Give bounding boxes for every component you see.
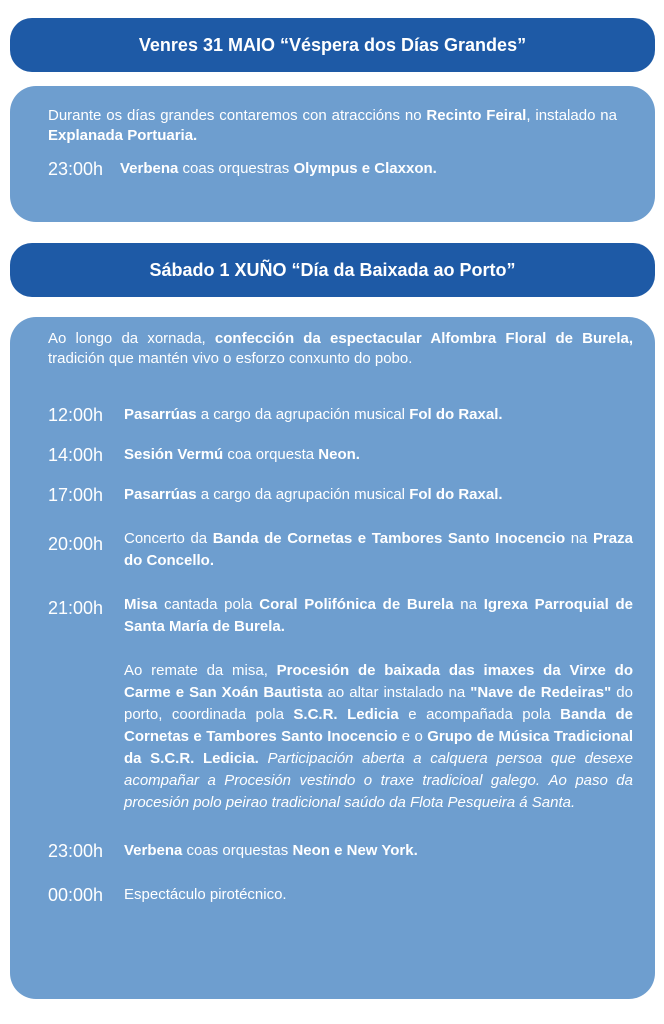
event-time: 20:00h xyxy=(48,534,104,554)
text-run-bold: Pasarrúas xyxy=(124,406,197,423)
text-run: Concerto da xyxy=(124,530,213,547)
event-time: 23:00h xyxy=(48,841,104,861)
section-header-friday xyxy=(10,18,655,72)
text-run-bold: "Nave de Redeiras" xyxy=(470,684,612,701)
text-run-italic: Participación aberta a calquera persoa que desexe acompañar a Procesión vestindo o traxe tradicioal galego. xyxy=(124,750,633,789)
event-row xyxy=(48,444,633,466)
text-run: coa orquesta xyxy=(223,446,319,463)
text-run: Durante os días grandes contaremos con atraccións no xyxy=(48,107,427,124)
event-description xyxy=(124,528,633,572)
text-run-bold: Verbena xyxy=(120,160,179,177)
event-description xyxy=(124,484,633,506)
event-time: 17:00h xyxy=(48,485,104,505)
text-run-bold: Igrexa Parroquial de Santa María de Burela. xyxy=(124,596,633,635)
text-run xyxy=(259,750,268,767)
text-run: na xyxy=(453,596,484,613)
text-run: e o xyxy=(397,728,428,745)
text-run-bold: Banda de Cornetas e Tambores Santo Inocencio xyxy=(212,530,566,547)
text-run-bold: Fol do Raxal. xyxy=(409,406,503,423)
event-row xyxy=(48,484,633,506)
text-run: a cargo da agrupación musical xyxy=(196,406,410,423)
text-run-bold: Neon. xyxy=(318,446,360,463)
text-run-bold: Explanada Portuaria. xyxy=(48,127,198,144)
text-run-bold: Praza do Concello. xyxy=(124,530,633,569)
event-time: 21:00h xyxy=(48,598,104,618)
section-header-saturday xyxy=(10,243,655,297)
section-title: Sábado 1 XUÑO “Día da Baixada ao Porto” xyxy=(149,259,516,280)
event-description xyxy=(124,840,633,862)
text-run: ao altar instalado na xyxy=(322,684,471,701)
event-row xyxy=(48,594,633,814)
event-description xyxy=(124,404,633,426)
event-description xyxy=(124,444,633,466)
event-main-text xyxy=(124,594,633,638)
section-card-saturday xyxy=(10,317,655,999)
event-time: 00:00h xyxy=(48,885,104,905)
text-run: coas orquestas xyxy=(182,842,293,859)
text-run: na xyxy=(565,530,593,547)
text-run: a cargo da agrupación musical xyxy=(196,486,410,503)
event-extra-text xyxy=(124,660,633,814)
text-run-bold: Procesión de baixada das imaxes da Virxe do Carme e San Xoán Bautista xyxy=(124,662,633,701)
text-run-bold: Coral Polifónica de Burela xyxy=(259,596,454,613)
text-run-bold: Recinto Feiral xyxy=(426,107,527,124)
text-run-bold: Neon e New York. xyxy=(292,842,418,859)
text-run: , instalado na xyxy=(526,107,617,124)
section-intro xyxy=(48,329,633,369)
event-row xyxy=(48,404,633,426)
event-description xyxy=(124,884,633,906)
text-run: cantada pola xyxy=(157,596,260,613)
text-run xyxy=(540,772,548,789)
event-description xyxy=(124,594,633,814)
text-run: tradición que mantén vivo o esforzo conxunto do pobo. xyxy=(48,350,413,367)
event-row xyxy=(48,528,633,572)
text-run: do porto, coordinada pola xyxy=(124,684,633,723)
text-run: e acompañada pola xyxy=(398,706,561,723)
text-run-bold: Verbena xyxy=(124,842,183,859)
event-time: 14:00h xyxy=(48,445,104,465)
text-run-bold: Misa xyxy=(124,596,158,613)
section-intro xyxy=(48,106,617,146)
section-card-friday xyxy=(10,86,655,222)
text-run-bold: Banda de Cornetas e Tambores Santo Inocencio xyxy=(124,706,633,745)
section-title: Venres 31 MAIO “Véspera dos Días Grandes” xyxy=(138,34,527,55)
event-description xyxy=(120,158,617,180)
text-run-bold: Pasarrúas xyxy=(124,486,197,503)
event-row xyxy=(48,840,633,862)
text-run-bold: Grupo de Música Tradicional da S.C.R. Ledicia. xyxy=(124,728,634,767)
event-time: 23:00h xyxy=(48,159,104,179)
event-row xyxy=(48,158,617,180)
text-run-bold: Olympus e Claxxon. xyxy=(293,160,437,177)
text-run-bold: confección da espectacular Alfombra Floral de Burela, xyxy=(214,330,634,347)
text-run-bold: S.C.R. Ledicia xyxy=(293,706,399,723)
text-run: Ao longo da xornada, xyxy=(48,330,215,347)
event-row xyxy=(48,884,633,906)
text-run: Espectáculo pirotécnico. xyxy=(124,886,287,903)
text-run-italic: Ao paso da procesión polo peirao tradicional saúdo da Flota Pesqueira á Santa. xyxy=(124,772,633,811)
text-run: coas orquestras xyxy=(178,160,294,177)
event-time: 12:00h xyxy=(48,405,104,425)
text-run-bold: Sesión Vermú xyxy=(124,446,224,463)
text-run-bold: Fol do Raxal. xyxy=(409,486,503,503)
text-run: Ao remate da misa, xyxy=(124,662,277,679)
